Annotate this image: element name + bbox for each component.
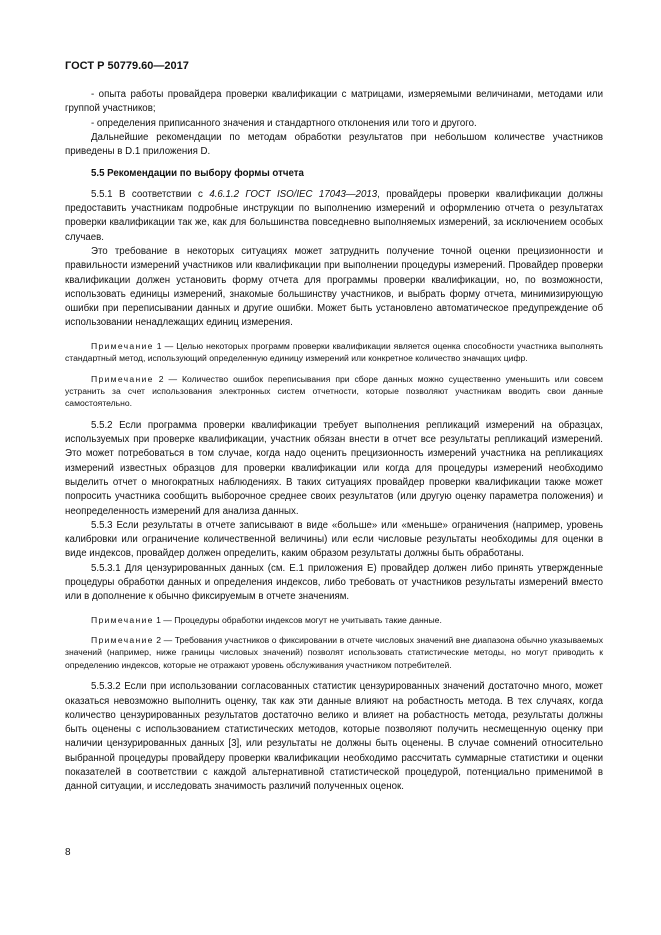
paragraph-requirement: Это требование в некоторых ситуациях может затруднить получение точной оценки прецизионности и правильности измерений участников или квалификации при выполнении процедуры измерений. Провайдер проверки квалификации должен установить форму отчета для программы проверки квалификации, но, по возможности, использовать единицы измерений, знакомые большинству участников, и выбрать форму отчета, минимизирующую ошибки при переписывании данных и другие ошибки. Может быть установлено автоматическое предупреждение об использовании ненадлежащих единиц измерения. xyxy=(65,245,603,329)
document-header: ГОСТ Р 50779.60—2017 xyxy=(65,60,189,72)
paragraph-5-5-1 xyxy=(65,188,603,245)
paragraph-5-5-1-reference: 4.6.1.2 ГОСТ ISO/IEC 17043—2013 xyxy=(209,188,378,200)
bullet-experience: - опыта работы провайдера проверки квалификации с матрицами, измеряемыми величинами, методами или группой участников; xyxy=(65,89,603,115)
page-number: 8 xyxy=(65,847,71,858)
note-b1-text: 1 — Процедуры обработки индексов могут не учитывать такие данные. xyxy=(153,614,442,625)
paragraph-5-5-2: 5.5.2 Если программа проверки квалификации требует выполнения репликаций измерений на образцах, используемых при проверке квалификации, участник обязан внести в отчет все результаты репликаций измерений. Это может потребоваться в том случае, когда надо оценить прецизионность измерений участника на репликациях измерений известных образцов для проверки квалификации или когда для процедуры измерений необходимо выделить отчет о многократных наблюдениях. В таких ситуациях провайдер проверки квалификации также может попросить участника сообщить выборочное среднее своих результатов (или другую оценку параметра положения) и неопределенность измерений для анализа данных. xyxy=(65,419,603,517)
note-a2 xyxy=(65,373,603,410)
note-b1 xyxy=(65,614,603,626)
note-a1-text: 1 — Целью некоторых программ проверки квалификации является оценка способности участника выполнять стандартный метод, использующий определенную единицу измерений или конкретное количество значащих цифр. xyxy=(65,340,603,364)
section-heading-5-5: 5.5 Рекомендации по выбору формы отчета xyxy=(91,168,304,180)
note-a2-text: 2 — Количество ошибок переписывания при сборе данных можно существенно уменьшить или совсем устранить за счет использования электронных систем отчетности, которые позволяют участникам вводить свои данные самостоятельно. xyxy=(65,373,603,409)
paragraph-5-5-3: 5.5.3 Если результаты в отчете записывают в виде «больше» или «меньше» ограничения (например, уровень калибровки или ограничение количественной величины) или если числовые результаты необходимы для оценки в виде индексов, провайдер должен определить, каким образом результаты должны быть обработаны. xyxy=(65,519,603,560)
note-b2 xyxy=(65,634,603,671)
note-b2-text: 2 — Требования участников о фиксировании в отчете числовых значений вне диапазона обычно указываемых значений (например, ниже границы числовых значений) позволят использовать статистические методы, но могут приводить к определению индексов, которые не отражают уровень обслуживания участником потребителей. xyxy=(65,635,603,670)
note-label: Примечание xyxy=(91,614,154,625)
note-label: Примечание xyxy=(91,373,154,384)
note-label: Примечание xyxy=(91,635,154,646)
paragraph-5-5-1-start: 5.5.1 В соответствии с xyxy=(91,188,210,200)
paragraph-5-5-1-end: , провайдеры проверки квалификации должны предоставить участникам подробные инструкции по выполнению измерений и оформлению отчета о результатах проверки квалификации так же, как для большинства повседневно выполняемых измерений, за исключением особых случаев. xyxy=(65,188,603,243)
document-body xyxy=(65,88,603,795)
bullet-assigned-value: - определения приписанного значения и стандартного отклонения или того и другого. xyxy=(91,117,477,129)
paragraph-5-5-3-1: 5.5.3.1 Для цензурированных данных (см. Е.1 приложения Е) провайдер должен либо принять утвержденные процедуры обработки данных и определения индексов, либо требовать от участников результаты измерений вместо или в дополнение к обычно фиксируемым в отчете значениям. xyxy=(65,562,603,603)
note-a1 xyxy=(65,340,603,365)
paragraph-further-recommendations: Дальнейшие рекомендации по методам обработки результатов при небольшом количестве участников приведены в D.1 приложения D. xyxy=(65,131,603,158)
note-label: Примечание xyxy=(91,340,154,351)
paragraph-5-5-3-2: 5.5.3.2 Если при использовании согласованных статистик цензурированных значений достаточно много, может оказаться невозможно выполнить оценку, так как эти данные влияют на робастность метода. В тех случаях, когда количество цензурированных результатов достаточно велико и влияет на робастность метода, результаты должны быть оценены с использованием статистических методов, которые позволяют получить несмещенную оценку при наличии цензурированных данных [3], или результаты не должны быть оценены. В случае сомнений относительно выбранной процедуры провайдеру проверки квалификации необходимо рассчитать суммарные статистики и оценки показателей в соответствии с каждой альтернативной статистической процедурой, потенциально применимой в данной ситуации, и исследовать значимость различий полученных оценок. xyxy=(65,681,603,793)
